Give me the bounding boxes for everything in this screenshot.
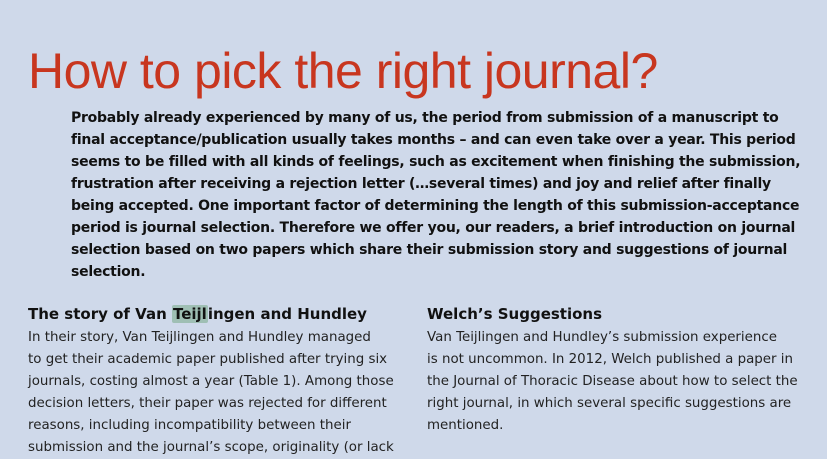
- suggestions-line: the Journal of Thoracic Disease about how to select the: [427, 374, 798, 389]
- story-heading-start: The story of Van: [28, 305, 172, 323]
- intro-paragraph: Probably already experienced by many of us, the period from submission of a manuscript to final acceptance/publication usually takes months – and can even take over a year. This period seems to be filled with all kinds of feelings, such as excitement when finishing the submission, frustration after receiving a rejection letter (…several times) and joy and relief after finally being accepted. One important factor of determining the length of this submission-acceptance period is journal selection. Therefore we offer you, our readers, a brief introduction on journal selection based on two papers which share their submission story and suggestions of journal selection.: [71, 110, 801, 280]
- story-body: [28, 327, 403, 459]
- suggestions-line: is not uncommon. In 2012, Welch published a paper in: [427, 352, 794, 367]
- story-heading-end: ingen and Hundley: [207, 305, 367, 323]
- suggestions-line: Van Teijlingen and Hundley’s submission experience: [427, 330, 777, 345]
- story-line: journals, costing almost a year (Table 1). Among those: [28, 374, 394, 389]
- story-line: to get their academic paper published after trying six: [28, 352, 388, 367]
- story-line: In their story, Van Teijlingen and Hundley managed: [28, 330, 371, 345]
- suggestions-body: [427, 327, 807, 437]
- story-section: [28, 304, 403, 459]
- story-heading: [28, 304, 403, 325]
- story-line: reasons, including incompatibility between their: [28, 418, 351, 433]
- suggestions-section: [427, 304, 807, 437]
- story-line: submission and the journal’s scope, originality (or lack: [28, 440, 394, 455]
- suggestions-heading: Welch’s Suggestions: [427, 305, 603, 323]
- article-title: How to pick the right journal?: [28, 42, 658, 99]
- text-selection-highlight[interactable]: Teijl: [172, 305, 207, 323]
- story-line: decision letters, their paper was rejected for different: [28, 396, 387, 411]
- suggestions-line: right journal, in which several specific suggestions are: [427, 396, 792, 411]
- suggestions-line: mentioned.: [427, 418, 504, 433]
